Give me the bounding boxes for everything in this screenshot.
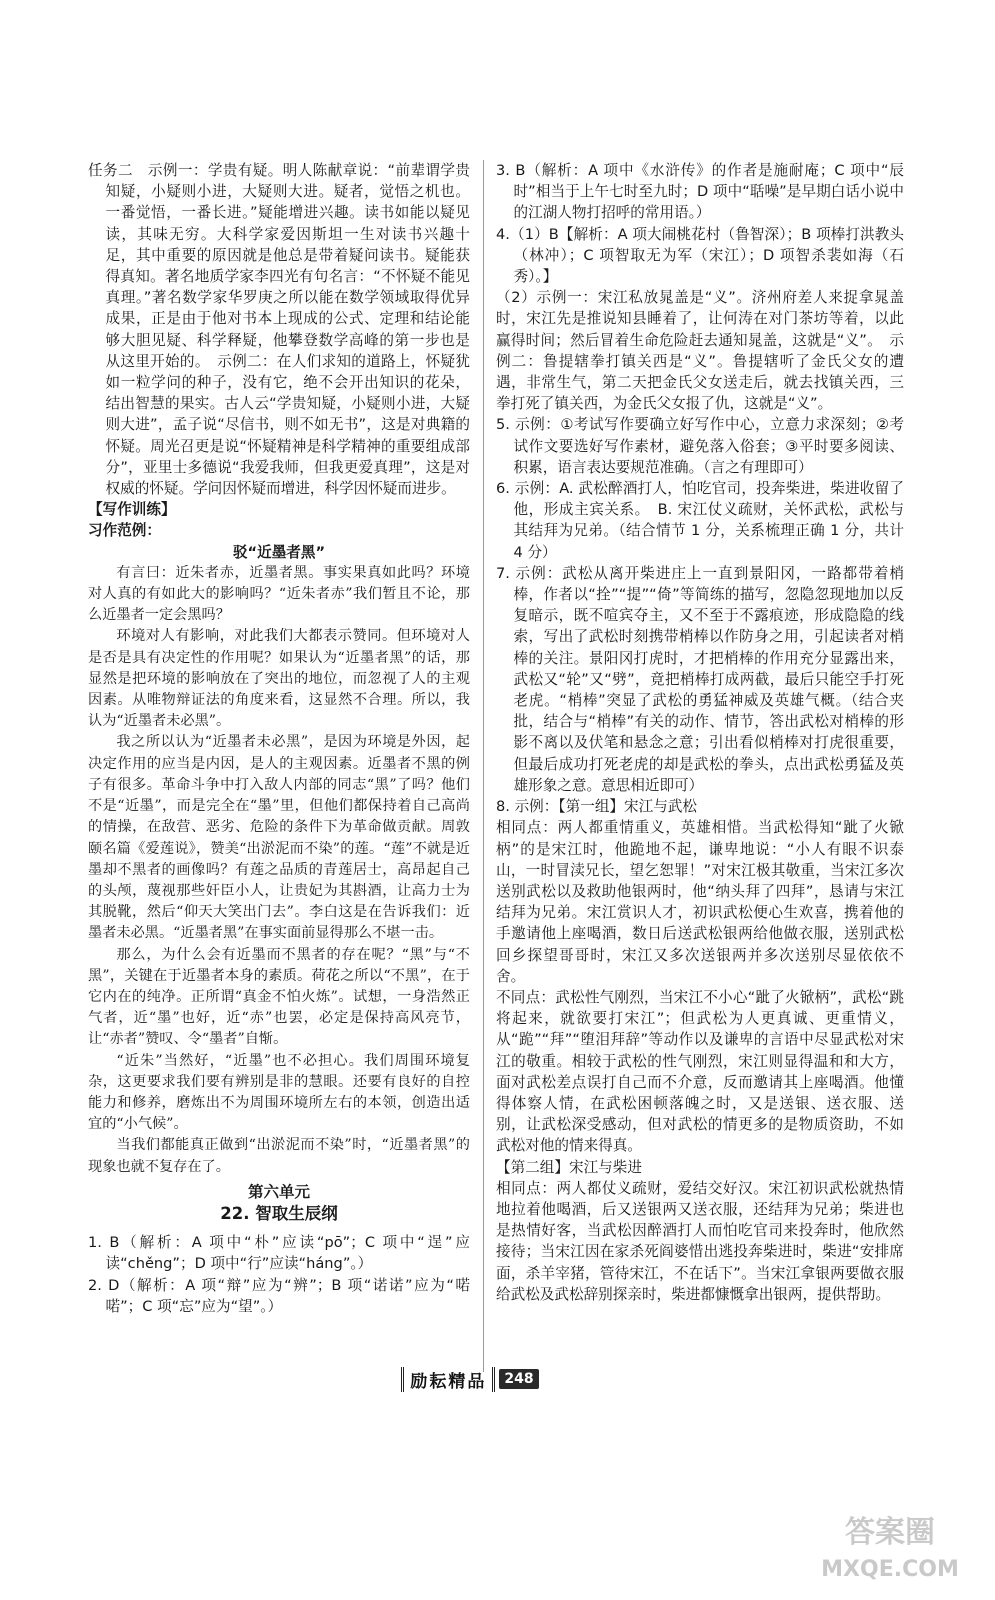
question-7: 7. 示例：武松从离开柴进庄上一直到景阳冈，一路都带着梢棒，作者以“拴”“提”“倚”等简练的描写，忽隐忽现地加以反复暗示，既不喧宾夺主，又不至于不露痕迹，形成隐隐的线索，写出了武松时刻携带梢棒以作防身之用，引起读者对梢棒的关注。景阳冈打虎时，才把梢棒的作用充分显露出来，武松又“轮”又“劈”，竟把梢棒打成两截，最后只能空手打死老虎。“梢棒”突显了武松的勇猛神威及英雄气概。（结合夹批，结合与“梢棒”有关的动作、情节，答出武松对梢棒的形影不离以及伏笔和悬念之意；引出看似梢棒对打虎很重要，但最后成功打死老虎的却是武松的拳头，点出武松勇猛及英雄形象之意。意思相近即可） [496, 564, 904, 794]
writing-training-label: 【写作训练】 [88, 501, 176, 519]
essay-paragraph: 我之所以认为“近墨者未必黑”，是因为环境是外因，起决定作用的应当是内因，是人的主观因素。近墨者不黑的例子有很多。革命斗争中打入敌人内部的同志“黑”了吗？他们不是“近墨”，而是完全在“墨”里，但他们都保持着自己高尚的情操，在敌营、恶劣、危险的条件下为革命做贡献。周敦颐名篇《爱莲说》，赞美“出淤泥而不染”的莲。“莲”不就是近墨却不黑者的画像吗？有莲之品质的青莲居士，高昂起自己的头颅，蔑视那些奸臣小人，让贵妃为其斟酒，让高力士为其脱靴，然后“仰天大笑出门去”。李白这是在告诉我们：近墨者未必黑。“近墨者黑”在事实面前显得那么不堪一击。 [88, 734, 470, 942]
essay-paragraph: 有言曰：近朱者赤，近墨者黑。事实果真如此吗？环境对人真的有如此大的影响吗？“近朱者赤”我们暂且不论，那么近墨者一定会黑吗？ [88, 564, 470, 624]
group-1-similarities: 相同点：两人都重情重义，英雄相惜。当武松得知“跐了火锨柄”的是宋江时，他跪地不起，谦卑地说：“小人有眼不识泰山，一时冒渎兄长，望乞恕罪！”对宋江极其敬重，当宋江多次送别武松以及救助他银两时，他“纳头拜了四拜”，恳请与宋江结拜为兄弟。宋江赏识人才，初识武松便心生欢喜，携着他的手邀请他上座喝酒，数日后送武松银两给他做衣服，送别武松回乡探望哥哥时，宋江又多次送银两并多次送别尽显依依不舍。 [496, 819, 904, 985]
sample-essay-label: 习作范例： [88, 522, 161, 540]
essay-paragraph: 当我们都能真正做到“出淤泥而不染”时，“近墨者黑”的现象也就不复存在了。 [88, 1137, 470, 1175]
essay-paragraph: “近朱”当然好，“近墨”也不必担心。我们周围环境复杂，这更要求我们要有辨别是非的慧眼。还要有良好的自控能力和修养，磨炼出不为周围环境所左右的本领，创造出适宜的“小气候”。 [88, 1052, 470, 1133]
essay-paragraph: 环境对人有影响，对此我们大都表示赞同。但环境对人是否是具有决定性的作用呢？如果认为“近墨者黑”的话，那显然是把环境的影响放在了突出的地位，而忽视了人的主观因素。从唯物辩证法的角度来看，这显然不合理。所以，我认为“近墨者未必黑”。 [88, 628, 470, 730]
group-2-similarities: 相同点：两人都仗义疏财，爱结交好汉。宋江初识武松就热情地拉着他喝酒，后又送银两又送衣服，还结拜为兄弟；柴进也是热情好客，当武松因醉酒打人而怕吃官司来投奔时，他欣然接待；当宋江因在家杀死阎婆惜出逃投奔柴进时，柴进“安排席面，杀羊宰猪，管待宋江，不在话下”。当宋江拿银两要做衣服给武松及武松辞别探亲时，柴进都慷慨拿出银两，提供帮助。 [496, 1179, 904, 1303]
page-number: 248 [499, 1369, 538, 1389]
question-1: 1. B（解析：A 项中“朴”应读“pō”；C 项中“逞”应读“chěng”；D 项中“行”应读“háng”。） [88, 1234, 470, 1273]
essay-paragraph: 那么，为什么会有近墨而不黑者的存在呢？“黑”与“不黑”，关键在于近墨者本身的素质。荷花之所以“不黑”，在于它内在的纯净。正所谓“真金不怕火炼”。试想，一身浩然正气者，近“墨”也好，近“赤”也罢，必定是保持高风亮节，让“赤者”赞叹、令“墨者”自惭。 [88, 946, 470, 1048]
question-2: 2. D（解析：A 项“辩”应为“辨”；B 项“诺诺”应为“喏喏”；C 项“忘”应为“望”。） [88, 1276, 470, 1315]
unit-title: 第六单元 [247, 1182, 310, 1201]
group-1-differences: 不同点：武松性气刚烈，当宋江不小心“跐了火锨柄”，武松“跳将起来，就欲要打宋江”；但武松为人更真诚、更重情义，从“跪”“拜”“堕泪拜辞”等动作以及谦卑的言语中尽显武松对宋江的敬重。相较于武松的性气刚烈，宋江则显得温和和大方，面对武松差点误打自己而不介意，反而邀请其上座喝酒。他懂得体察人情，在武松困顿落魄之时，又是送银、送衣服、送别，让武松深受感动，但对武松的情更多的是物质资助，不如武松对他的情来得真。 [496, 988, 904, 1155]
question-5: 5. 示例：①考试写作要确立好写作中心，立意力求深刻；②考试作文要选好写作素材，避免落入俗套；③平时要多阅读、积累，语言表达要规范准确。（言之有理即可） [496, 416, 904, 476]
question-4-part-2: （2）示例一：宋江私放晁盖是“义”。济州府差人来捉拿晁盖时，宋江先是推说知县睡着了，让何涛在对门茶坊等着，以此赢得时间；然后冒着生命危险赶去通知晁盖，这就是“义”。 示例二：鲁提辖拳打镇关西是“义”。鲁提辖听了金氏父女的遭遇，非常生气，第二天把金氏父女送走后，就去找镇关西，三拳打死了镇关西，为金氏父女报了仇，这就是“义”。 [496, 289, 904, 413]
question-3: 3. B（解析：A 项中《水浒传》的作者是施耐庵；C 项中“辰时”相当于上午七时至九时；D 项中“聒噪”是早期白话小说中的江湖人物打招呼的常用语。） [496, 162, 904, 222]
page-footer [395, 1366, 545, 1392]
column-divider [483, 160, 484, 1372]
left-column [88, 160, 470, 1317]
watermark-line-1: 答案圈 [845, 1515, 935, 1550]
footer-brand: 励耘精品 [401, 1367, 495, 1392]
lesson-title: 22. 智取生辰纲 [220, 1203, 338, 1223]
task-two-answer: 任务二 示例一：学贵有疑。明人陈献章说：“前辈谓学贵知疑，小疑则小进，大疑则大进。疑者，觉悟之机也。一番觉悟，一番长进。”疑能增进兴趣。读书如能以疑见读，其味无穷。大科学家爱因斯坦一生对读书兴趣十足，其中重要的原因就是他总是带着疑问读书。疑能获得真知。著名地质学家李四光有句名言：“不怀疑不能见真理。”著名数学家华罗庚之所以能在数学领域取得优异成果，正是由于他对书本上现成的公式、定理和结论能够大胆见疑、科学释疑，他攀登数学高峰的第一步也是从这里开始的。 示例二：在人们求知的道路上，怀疑犹如一粒学问的种子，没有它，绝不会开出知识的花朵，结出智慧的果实。古人云“学贵知疑，小疑则小进，大疑则大进”，孟子说“尽信书，则不如无书”，这是对典籍的怀疑。周光召更是说“怀疑精神是科学精神的重要组成部分”，亚里士多德说“我爱我师，但我更爱真理”，这是对权威的怀疑。学问因怀疑而增进，科学因怀疑而进步。 [88, 162, 470, 498]
right-column [496, 160, 904, 1305]
watermark-line-2: MXQE.COM [821, 1557, 959, 1582]
group-2-label: 【第二组】宋江与柴进 [496, 1158, 642, 1176]
question-6: 6. 示例：A. 武松醉酒打人，怕吃官司，投奔柴进，柴进收留了他，形成主宾关系。 B. 宋江仗义疏财，关怀武松，武松与其结拜为兄弟。（结合情节 1 分，关系梳理正确 1 分，共计 4 分） [496, 480, 904, 561]
question-8-intro: 8. 示例：【第一组】宋江与武松 [496, 798, 697, 816]
question-4-part-1: 4.（1）B【解析：A 项大闹桃花村（鲁智深）；B 项棒打洪教头（林冲）；C 项智取无为军（宋江）；D 项智杀裴如海（石秀）。】 [496, 225, 904, 286]
watermark-logo [815, 1500, 965, 1585]
essay-title: 驳“近墨者黑” [232, 543, 326, 561]
